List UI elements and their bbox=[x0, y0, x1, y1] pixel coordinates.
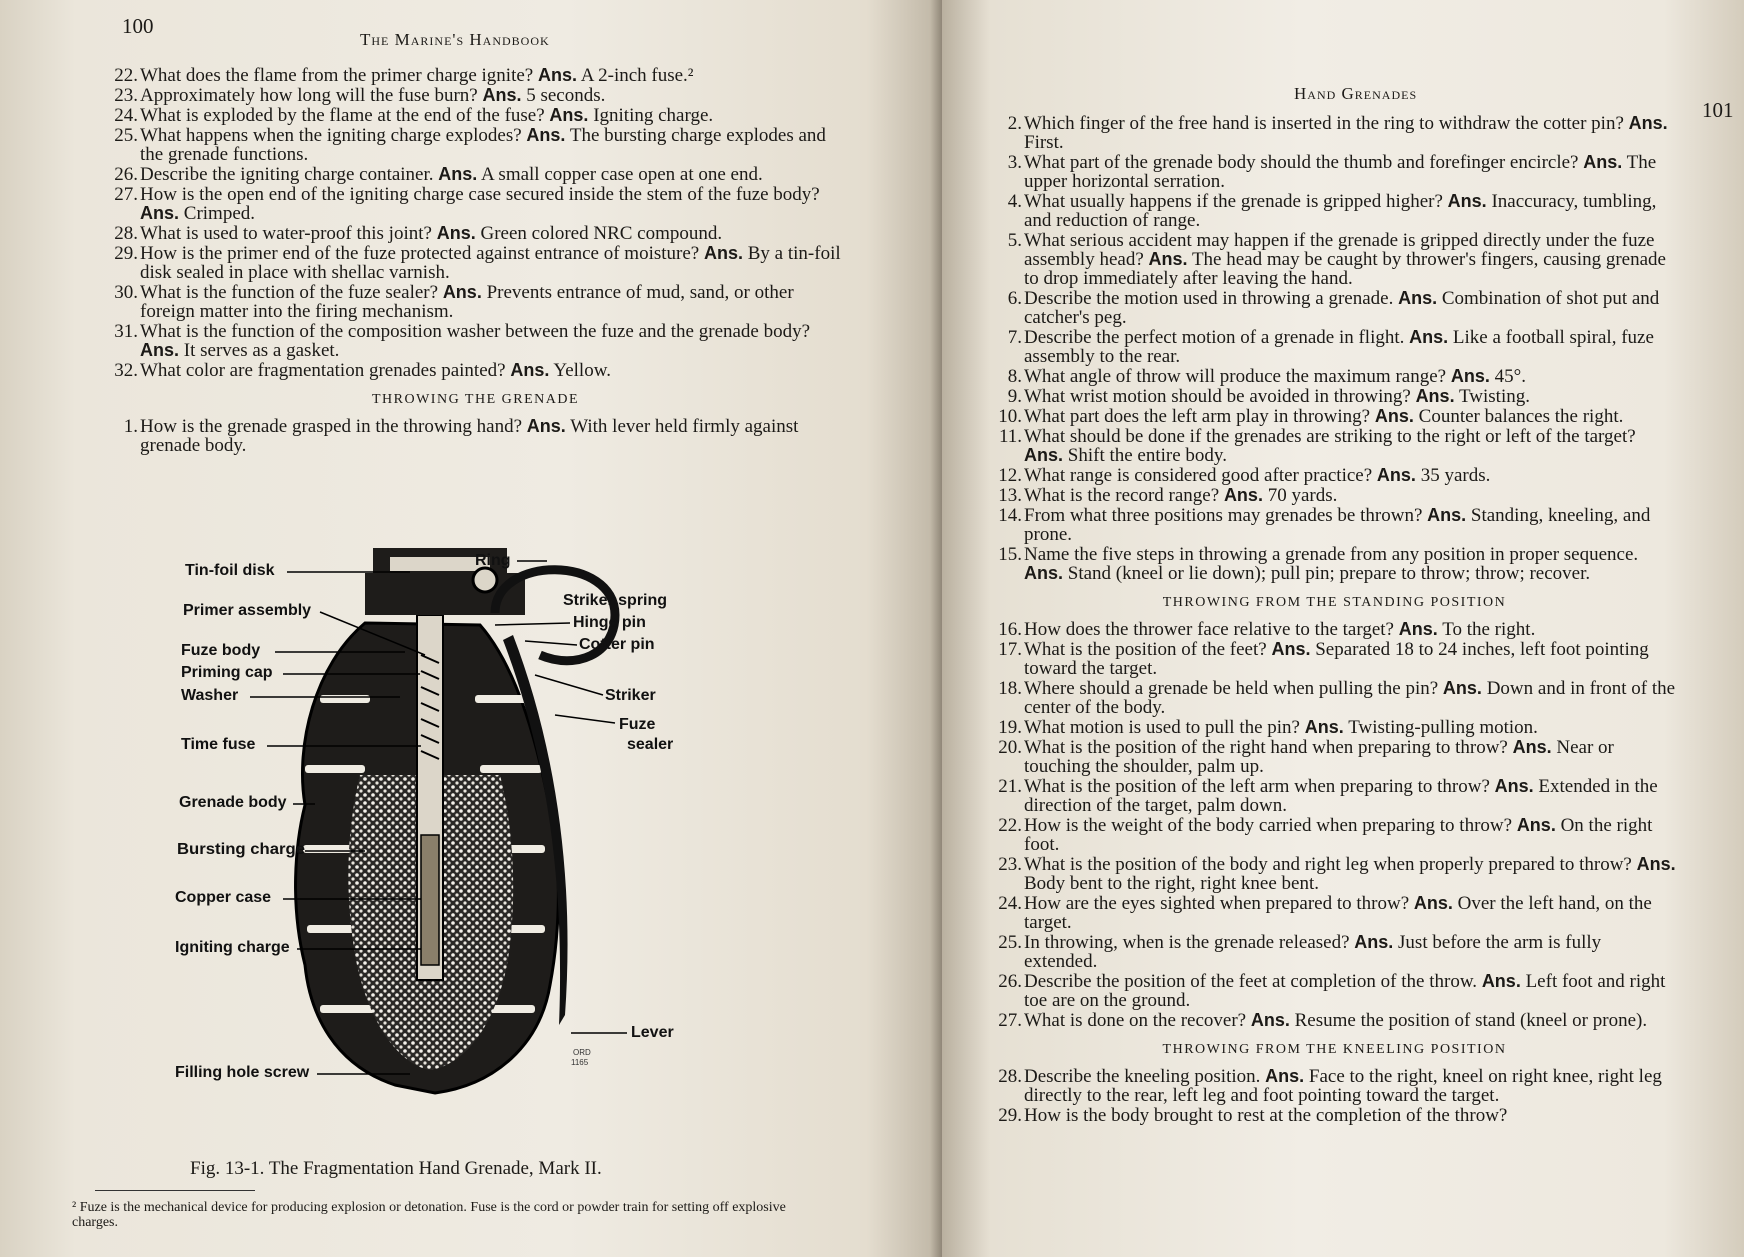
question-text: Describe the igniting charge container. bbox=[140, 164, 434, 185]
question-number: 19. bbox=[998, 717, 1022, 738]
question-group bbox=[108, 66, 843, 380]
question-number: 24. bbox=[114, 105, 138, 126]
answer-text: Green colored NRC compound. bbox=[480, 223, 723, 244]
question-group bbox=[992, 1067, 1677, 1125]
question-item bbox=[108, 244, 843, 282]
answer-text: 70 yards. bbox=[1267, 485, 1338, 506]
answer-text: A small copper case open at one end. bbox=[481, 164, 763, 185]
question-text: What is the function of the fuze sealer? bbox=[140, 282, 439, 303]
answer-label: Ans. bbox=[703, 243, 743, 263]
question-number: 23. bbox=[114, 85, 138, 106]
question-item bbox=[992, 114, 1677, 152]
answer-label: Ans. bbox=[1583, 152, 1623, 172]
question-text: What wrist motion should be avoided in throwing? bbox=[1024, 386, 1411, 407]
answer-label: Ans. bbox=[436, 223, 476, 243]
question-number: 27. bbox=[114, 184, 138, 205]
question-list bbox=[992, 114, 1677, 1126]
label-bursting-charge: Bursting charge bbox=[177, 841, 306, 858]
question-item bbox=[992, 777, 1677, 815]
answer-label: Ans. bbox=[1427, 505, 1467, 525]
question-number: 6. bbox=[1007, 288, 1022, 309]
question-text: What is the position of the left arm when preparing to throw? bbox=[1024, 776, 1490, 797]
answer-label: Ans. bbox=[549, 105, 589, 125]
answer-text: Over the left hand, on the target. bbox=[1024, 893, 1652, 933]
question-item bbox=[108, 165, 843, 184]
question-number: 18. bbox=[998, 678, 1022, 699]
answer-text: Twisting-pulling motion. bbox=[1348, 717, 1538, 738]
answer-label: Ans. bbox=[1374, 406, 1414, 426]
answer-text: With lever held firmly against grenade body. bbox=[140, 416, 799, 456]
question-item bbox=[992, 972, 1677, 1010]
question-text: What happens when the igniting charge explodes? bbox=[140, 125, 522, 146]
question-number: 1. bbox=[123, 416, 138, 437]
question-item bbox=[992, 933, 1677, 971]
page-number: 100 bbox=[122, 14, 154, 38]
question-text: From what three positions may grenades be thrown? bbox=[1024, 505, 1423, 526]
question-number: 27. bbox=[998, 1010, 1022, 1031]
question-text: What should be done if the grenades are striking to the right or left of the target? bbox=[1024, 426, 1636, 447]
question-item bbox=[992, 486, 1677, 505]
question-text: What is the record range? bbox=[1024, 485, 1220, 506]
question-item bbox=[108, 185, 843, 223]
label-striker: Striker bbox=[605, 687, 656, 704]
question-number: 10. bbox=[998, 406, 1022, 427]
question-item bbox=[992, 427, 1677, 465]
ord-mark-1: ORD bbox=[573, 1048, 591, 1057]
answer-text: Shift the entire body. bbox=[1067, 445, 1227, 466]
question-number: 14. bbox=[998, 505, 1022, 526]
question-item bbox=[992, 1067, 1677, 1105]
answer-label: Ans. bbox=[1265, 1066, 1305, 1086]
answer-label: Ans. bbox=[1148, 249, 1188, 269]
answer-text: Just before the arm is fully extended. bbox=[1024, 932, 1602, 972]
question-item bbox=[992, 407, 1677, 426]
answer-text: Igniting charge. bbox=[593, 105, 714, 126]
label-fuze-body: Fuze body bbox=[181, 642, 261, 659]
question-text: What part of the grenade body should the thumb and forefinger encircle? bbox=[1024, 152, 1579, 173]
question-item bbox=[992, 328, 1677, 366]
answer-text: 35 yards. bbox=[1420, 465, 1491, 486]
answer-label: Ans. bbox=[526, 416, 566, 436]
question-number: 4. bbox=[1007, 191, 1022, 212]
question-number: 28. bbox=[114, 223, 138, 244]
question-number: 29. bbox=[998, 1105, 1022, 1126]
question-item bbox=[992, 718, 1677, 737]
answer-text: Resume the position of stand (kneel or prone). bbox=[1294, 1010, 1648, 1031]
question-item bbox=[992, 1106, 1677, 1125]
label-tin-foil-disk: Tin-foil disk bbox=[185, 562, 275, 579]
question-item bbox=[108, 322, 843, 360]
answer-label: Ans. bbox=[1398, 619, 1438, 639]
question-text: What range is considered good after practice? bbox=[1024, 465, 1373, 486]
question-number: 13. bbox=[998, 485, 1022, 506]
question-number: 8. bbox=[1007, 366, 1022, 387]
answer-text: 45°. bbox=[1494, 366, 1526, 387]
question-number: 9. bbox=[1007, 386, 1022, 407]
question-number: 16. bbox=[998, 619, 1022, 640]
question-item bbox=[992, 855, 1677, 893]
page-number: 101 bbox=[1702, 98, 1734, 122]
question-number: 30. bbox=[114, 282, 138, 303]
answer-label: Ans. bbox=[537, 65, 577, 85]
answer-label: Ans. bbox=[1223, 485, 1263, 505]
question-item bbox=[992, 679, 1677, 717]
question-text: Which finger of the free hand is inserted in the ring to withdraw the cotter pin? bbox=[1024, 113, 1624, 134]
question-item bbox=[992, 192, 1677, 230]
question-text: What angle of throw will produce the maximum range? bbox=[1024, 366, 1447, 387]
question-number: 29. bbox=[114, 243, 138, 264]
question-item bbox=[992, 289, 1677, 327]
question-text: How are the eyes sighted when prepared to throw? bbox=[1024, 893, 1410, 914]
question-item bbox=[108, 86, 843, 105]
answer-text: By a tin-foil disk sealed in place with shellac varnish. bbox=[140, 243, 841, 283]
question-number: 25. bbox=[114, 125, 138, 146]
answer-text: 5 seconds. bbox=[526, 85, 606, 106]
answer-text: It serves as a gasket. bbox=[183, 340, 340, 361]
question-text: Where should a grenade be held when pulling the pin? bbox=[1024, 678, 1439, 699]
question-number: 20. bbox=[998, 737, 1022, 758]
answer-label: Ans. bbox=[1494, 776, 1534, 796]
question-item bbox=[992, 367, 1677, 386]
label-primer-assembly: Primer assembly bbox=[183, 602, 312, 619]
question-item bbox=[992, 153, 1677, 191]
question-text: What motion is used to pull the pin? bbox=[1024, 717, 1300, 738]
question-text: What is the position of the right hand when preparing to throw? bbox=[1024, 737, 1508, 758]
question-list bbox=[108, 66, 843, 456]
answer-label: Ans. bbox=[1512, 737, 1552, 757]
answer-label: Ans. bbox=[526, 125, 566, 145]
answer-text: Inaccuracy, tumbling, and reduction of range. bbox=[1024, 191, 1657, 231]
answer-label: Ans. bbox=[1442, 678, 1482, 698]
question-number: 17. bbox=[998, 639, 1022, 660]
question-number: 15. bbox=[998, 544, 1022, 565]
answer-label: Ans. bbox=[1450, 366, 1490, 386]
question-item bbox=[992, 1011, 1677, 1030]
answer-label: Ans. bbox=[482, 85, 522, 105]
question-group bbox=[992, 114, 1677, 583]
answer-text: Crimped. bbox=[183, 203, 256, 224]
label-igniting-charge: Igniting charge bbox=[175, 939, 290, 956]
question-item bbox=[108, 126, 843, 164]
answer-label: Ans. bbox=[438, 164, 478, 184]
question-item bbox=[108, 224, 843, 243]
question-text: What color are fragmentation grenades painted? bbox=[140, 360, 506, 381]
question-text: Describe the motion used in throwing a grenade. bbox=[1024, 288, 1394, 309]
question-text: Describe the position of the feet at completion of the throw. bbox=[1024, 971, 1478, 992]
answer-text: Like a football spiral, fuze assembly to the rear. bbox=[1024, 327, 1654, 367]
label-hinge-pin: Hinge pin bbox=[573, 614, 646, 631]
answer-label: Ans. bbox=[1271, 639, 1311, 659]
question-item bbox=[992, 506, 1677, 544]
answer-text: Body bent to the right, right knee bent. bbox=[1024, 873, 1319, 894]
answer-label: Ans. bbox=[1354, 932, 1394, 952]
question-group bbox=[108, 417, 843, 455]
answer-text: On the right foot. bbox=[1024, 815, 1653, 855]
answer-label: Ans. bbox=[1481, 971, 1521, 991]
question-item bbox=[108, 106, 843, 125]
question-text: Describe the perfect motion of a grenade in flight. bbox=[1024, 327, 1405, 348]
answer-label: Ans. bbox=[1636, 854, 1676, 874]
label-time-fuse: Time fuse bbox=[181, 736, 256, 753]
question-text: What part does the left arm play in throwing? bbox=[1024, 406, 1371, 427]
answer-label: Ans. bbox=[442, 282, 482, 302]
answer-text: First. bbox=[1024, 132, 1064, 153]
answer-label: Ans. bbox=[1516, 815, 1556, 835]
label-priming-cap: Priming cap bbox=[181, 664, 273, 681]
question-text: What usually happens if the grenade is gripped higher? bbox=[1024, 191, 1443, 212]
question-text: What is done on the recover? bbox=[1024, 1010, 1247, 1031]
answer-text: Counter balances the right. bbox=[1418, 406, 1624, 427]
running-head: Hand Grenades bbox=[1294, 84, 1418, 103]
question-number: 32. bbox=[114, 360, 138, 381]
question-number: 26. bbox=[114, 164, 138, 185]
answer-text: Extended in the direction of the target, palm down. bbox=[1024, 776, 1658, 816]
label-copper-case: Copper case bbox=[175, 889, 272, 906]
answer-label: Ans. bbox=[1024, 445, 1064, 465]
answer-text: Standing, kneeling, and prone. bbox=[1024, 505, 1651, 545]
question-text: How is the primer end of the fuze protected against entrance of moisture? bbox=[140, 243, 700, 264]
label-striker-spring: Striker spring bbox=[563, 592, 668, 609]
answer-label: Ans. bbox=[510, 360, 550, 380]
grenade-diagram bbox=[175, 545, 695, 1150]
question-text: Name the five steps in throwing a grenade from any position in proper sequence. bbox=[1024, 544, 1639, 565]
answer-text: Left foot and right toe are on the ground. bbox=[1024, 971, 1666, 1011]
figure-caption: Fig. 13-1. The Fragmentation Hand Grenade, Mark II. bbox=[190, 1158, 602, 1179]
question-text: What is used to water-proof this joint? bbox=[140, 223, 432, 244]
answer-label: Ans. bbox=[1409, 327, 1449, 347]
label-filling-hole-screw: Filling hole screw bbox=[175, 1064, 310, 1081]
label-washer: Washer bbox=[181, 687, 239, 704]
question-number: 7. bbox=[1007, 327, 1022, 348]
hinge-pin-shape bbox=[473, 568, 497, 592]
answer-label: Ans. bbox=[1413, 893, 1453, 913]
answer-label: Ans. bbox=[140, 203, 180, 223]
answer-label: Ans. bbox=[1415, 386, 1455, 406]
question-number: 22. bbox=[998, 815, 1022, 836]
question-text: How is the weight of the body carried when preparing to throw? bbox=[1024, 815, 1513, 836]
label-fuze-sealer-1: Fuze bbox=[619, 716, 656, 733]
question-item bbox=[108, 66, 843, 85]
answer-text: Yellow. bbox=[553, 360, 611, 381]
question-text: What serious accident may happen if the grenade is gripped directly under the fuze assembly head? bbox=[1024, 230, 1655, 270]
label-fuze-sealer-2: sealer bbox=[627, 736, 674, 753]
answer-text: Prevents entrance of mud, sand, or other foreign matter into the firing mechanism. bbox=[140, 282, 794, 322]
answer-text: Separated 18 to 24 inches, left foot pointing toward the target. bbox=[1024, 639, 1649, 679]
question-number: 25. bbox=[998, 932, 1022, 953]
question-item bbox=[108, 361, 843, 380]
question-item bbox=[992, 640, 1677, 678]
question-text: In throwing, when is the grenade released? bbox=[1024, 932, 1350, 953]
ord-mark-2: 1165 bbox=[571, 1058, 589, 1067]
question-item bbox=[992, 466, 1677, 485]
question-number: 3. bbox=[1007, 152, 1022, 173]
question-number: 24. bbox=[998, 893, 1022, 914]
answer-label: Ans. bbox=[1376, 465, 1416, 485]
copper-case-shape bbox=[421, 835, 439, 965]
answer-text: Down and in front of the center of the body. bbox=[1024, 678, 1676, 718]
answer-label: Ans. bbox=[1447, 191, 1487, 211]
question-group bbox=[992, 620, 1677, 1030]
answer-text: Stand (kneel or lie down); pull pin; prepare to throw; throw; recover. bbox=[1067, 563, 1591, 584]
answer-label: Ans. bbox=[1628, 113, 1668, 133]
question-item bbox=[992, 231, 1677, 288]
label-lever: Lever bbox=[631, 1024, 674, 1041]
question-item bbox=[992, 894, 1677, 932]
question-number: 11. bbox=[998, 426, 1022, 447]
answer-label: Ans. bbox=[1398, 288, 1438, 308]
question-item bbox=[992, 738, 1677, 776]
answer-text: The head may be caught by thrower's fingers, causing grenade to drop immediately after leaving the hand. bbox=[1024, 249, 1666, 289]
question-number: 21. bbox=[998, 776, 1022, 797]
question-text: What is the position of the feet? bbox=[1024, 639, 1267, 660]
question-number: 28. bbox=[998, 1066, 1022, 1087]
answer-text: A 2-inch fuse.² bbox=[580, 65, 694, 86]
question-number: 5. bbox=[1007, 230, 1022, 251]
answer-text: The bursting charge explodes and the grenade functions. bbox=[140, 125, 826, 165]
question-number: 23. bbox=[998, 854, 1022, 875]
label-ring: Ring bbox=[475, 552, 511, 569]
question-text: How does the thrower face relative to the target? bbox=[1024, 619, 1394, 640]
question-text: How is the grenade grasped in the throwing hand? bbox=[140, 416, 523, 437]
footnote: ² Fuze is the mechanical device for producing explosion or detonation. Fuse is the cord or powder train for setting off explosive charges. bbox=[72, 1200, 786, 1230]
section-heading: THROWING FROM THE STANDING POSITION bbox=[1162, 595, 1507, 610]
question-number: 31. bbox=[114, 321, 138, 342]
question-item bbox=[992, 620, 1677, 639]
answer-text: To the right. bbox=[1442, 619, 1536, 640]
label-grenade-body: Grenade body bbox=[179, 794, 287, 811]
question-item bbox=[992, 387, 1677, 406]
question-text: How is the body brought to rest at the completion of the throw? bbox=[1024, 1105, 1508, 1126]
running-head: The Marine's Handbook bbox=[360, 30, 550, 49]
label-cotter-pin: Cotter pin bbox=[579, 636, 655, 653]
question-number: 26. bbox=[998, 971, 1022, 992]
question-text: Approximately how long will the fuse burn? bbox=[140, 85, 478, 106]
question-item bbox=[992, 816, 1677, 854]
question-number: 22. bbox=[114, 65, 138, 86]
question-text: How is the open end of the igniting charge case secured inside the stem of the fuze body? bbox=[140, 184, 820, 205]
question-item bbox=[992, 545, 1677, 583]
question-item bbox=[108, 417, 843, 455]
answer-text: Combination of shot put and catcher's peg. bbox=[1024, 288, 1660, 328]
question-text: What does the flame from the primer charge ignite? bbox=[140, 65, 534, 86]
answer-text: Twisting. bbox=[1459, 386, 1530, 407]
answer-text: Near or touching the shoulder, palm up. bbox=[1024, 737, 1614, 777]
right-page bbox=[942, 0, 1744, 1257]
question-text: What is the position of the body and right leg when properly prepared to throw? bbox=[1024, 854, 1632, 875]
footnote-rule bbox=[95, 1190, 255, 1191]
answer-text: Face to the right, kneel on right knee, right leg directly to the rear, left leg and foot pointing toward the target. bbox=[1024, 1066, 1662, 1106]
answer-text: The upper horizontal serration. bbox=[1024, 152, 1657, 192]
section-heading: THROWING THE GRENADE bbox=[371, 392, 580, 407]
question-text: What is exploded by the flame at the end of the fuse? bbox=[140, 105, 545, 126]
question-text: Describe the kneeling position. bbox=[1024, 1066, 1261, 1087]
question-number: 12. bbox=[998, 465, 1022, 486]
section-heading: THROWING FROM THE KNEELING POSITION bbox=[1162, 1042, 1507, 1057]
answer-label: Ans. bbox=[140, 340, 180, 360]
answer-label: Ans. bbox=[1024, 563, 1064, 583]
question-text: What is the function of the composition washer between the fuze and the grenade body? bbox=[140, 321, 811, 342]
question-item bbox=[108, 283, 843, 321]
question-number: 2. bbox=[1007, 113, 1022, 134]
answer-label: Ans. bbox=[1250, 1010, 1290, 1030]
answer-label: Ans. bbox=[1304, 717, 1344, 737]
